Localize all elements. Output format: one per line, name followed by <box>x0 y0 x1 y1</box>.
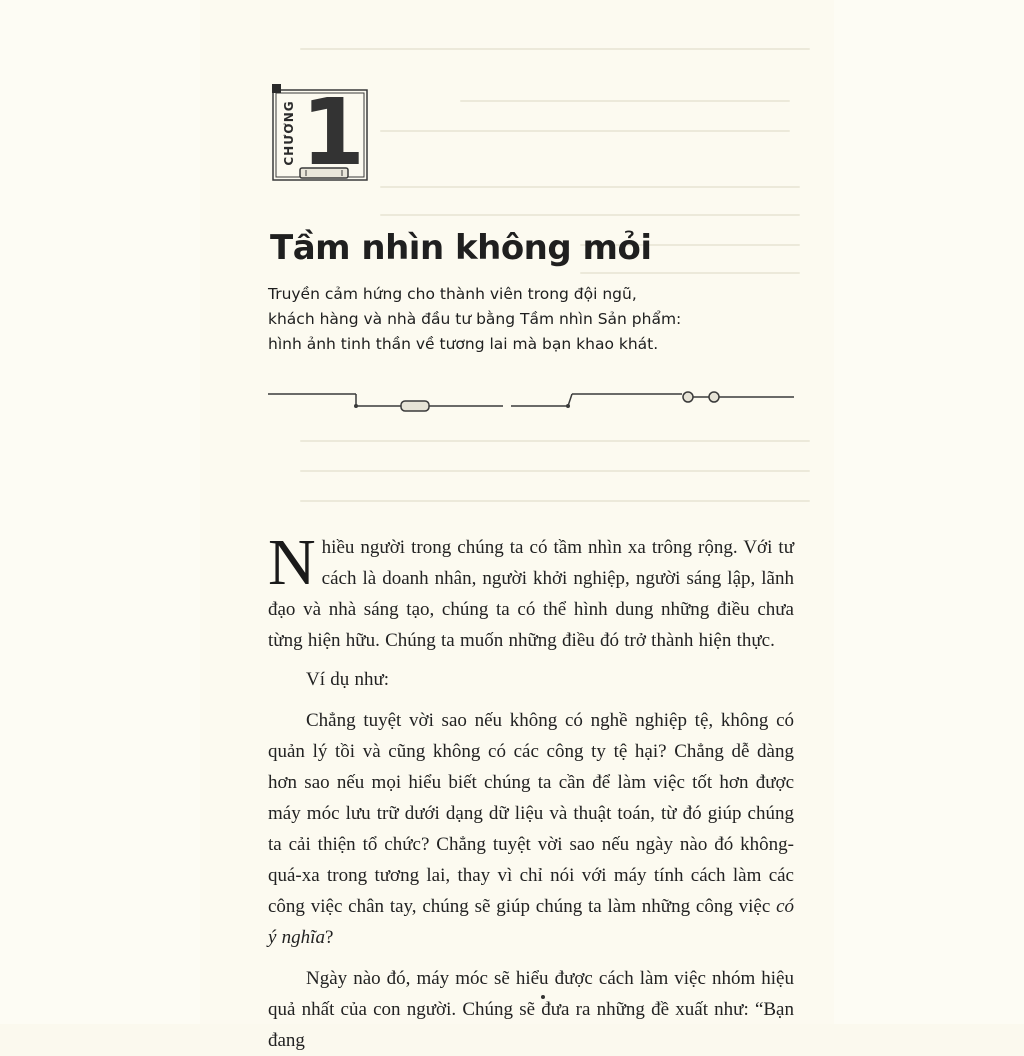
paragraph: Ví dụ như: <box>306 669 390 690</box>
show-through-line <box>300 500 810 502</box>
drop-cap: N <box>268 526 316 599</box>
paragraph: Ngày nào đó, máy móc sẽ hiểu được cách làm việc nhóm hiệu quả nhất của con người. Chúng sẽ đưa ra những đề xuất như: “Bạn đang <box>268 968 794 1051</box>
chapter-title: Tầm nhìn không mỏi <box>270 228 652 268</box>
show-through-line <box>460 100 790 102</box>
chapter-number: 1 <box>300 79 365 186</box>
subtitle-line: Truyền cảm hứng cho thành viên trong đội ngũ, <box>268 285 637 303</box>
page-margin-left <box>0 0 200 1024</box>
show-through-line <box>300 470 810 472</box>
show-through-line <box>380 186 800 188</box>
subtitle-line: hình ảnh tinh thần về tương lai mà bạn khao khát. <box>268 335 659 353</box>
paragraph-text: Chẳng tuyệt vời sao nếu không có nghề nghiệp tệ, không có quản lý tồi và cũng không có các công ty tệ hại? Chẳng dễ dàng hơn sao nếu mọi hiểu biết chúng ta cần để làm việc tốt hơn được máy móc lưu trữ dưới dạng dữ liệu và thuật toán, từ đó giúp chúng ta cải thiện tổ chức? Chẳng tuyệt vời sao nếu ngày nào đó không-quá-xa trong tương lai, thay vì chỉ nói với máy tính cách làm các công việc chân tay, chúng sẽ giúp chúng ta làm những công việc <box>268 710 794 917</box>
paragraph <box>268 526 794 656</box>
subtitle-line: khách hàng và nhà đầu tư bằng Tầm nhìn Sản phẩm: <box>268 310 682 328</box>
page-margin-right <box>834 0 1024 1024</box>
show-through-line <box>300 440 810 442</box>
body-text <box>268 526 794 1056</box>
show-through-line <box>580 272 800 274</box>
show-through-line <box>380 130 790 132</box>
page-mark <box>541 995 545 999</box>
show-through-line <box>380 214 800 216</box>
emphasis-text: có ý nghĩa <box>268 896 794 948</box>
paragraph-text: ? <box>324 927 334 948</box>
paragraph <box>268 705 794 953</box>
paragraph-text: hiều người trong chúng ta có tầm nhìn xa trông rộng. Với tư cách là doanh nhân, người khởi nghiệp, người sáng lập, lãnh đạo và nhà sáng tạo, chúng ta có thể hình dung những điều chưa từng hiện hữu. Chúng ta muốn những điều đó trở thành hiện thực. <box>268 537 794 651</box>
circuit-divider <box>268 388 798 412</box>
show-through-line <box>300 48 810 50</box>
chapter-subtitle <box>268 282 808 357</box>
chapter-label-text: CHƯƠNG <box>282 100 296 166</box>
